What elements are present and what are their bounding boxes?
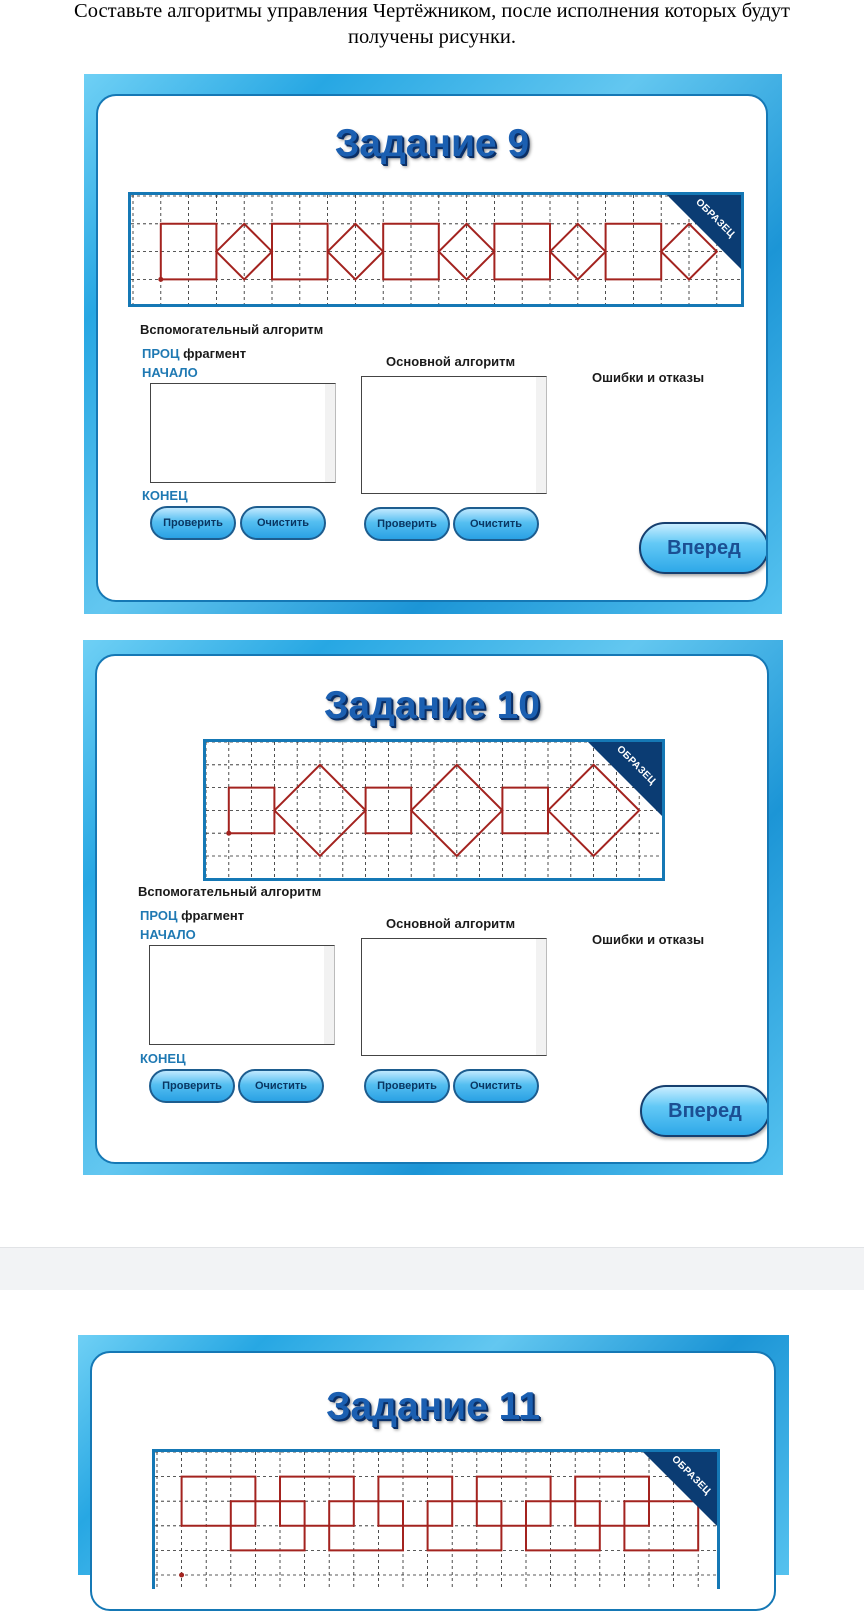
aux-check-button[interactable]: Проверить [149, 1069, 235, 1103]
aux-algorithm-editor[interactable] [150, 383, 336, 483]
main-algorithm-editor[interactable] [361, 376, 547, 494]
proc-keyword: ПРОЦ [140, 908, 178, 923]
begin-label: НАЧАЛО [142, 365, 198, 380]
task-instructions [0, 0, 864, 50]
proc-header [142, 346, 246, 361]
start-point-dot [179, 1573, 184, 1578]
proc-name: фрагмент [181, 908, 245, 923]
proc-name: фрагмент [183, 346, 247, 361]
main-algorithm-editor[interactable] [361, 938, 547, 1056]
grid-canvas [131, 195, 741, 304]
main-check-button[interactable]: Проверить [364, 507, 450, 541]
main-algorithm-heading: Основной алгоритм [386, 916, 516, 931]
sample-label: ОБРАЗЕЦ [614, 743, 658, 788]
main-clear-button[interactable]: Очистить [453, 1069, 539, 1103]
sample-drawing-grid [128, 192, 744, 307]
begin-label: НАЧАЛО [140, 927, 196, 942]
sample-drawing-grid [203, 739, 665, 881]
aux-check-button[interactable]: Проверить [150, 506, 236, 540]
sample-drawing-grid [152, 1449, 720, 1589]
proc-keyword: ПРОЦ [142, 346, 180, 361]
slide-task-10 [83, 640, 783, 1175]
aux-algorithm-heading: Вспомогательный алгоритм [140, 322, 324, 337]
start-point-dot [158, 277, 163, 282]
end-label: КОНЕЦ [142, 488, 188, 503]
sample-label: ОБРАЗЕЦ [669, 1453, 713, 1498]
aux-algorithm-heading: Вспомогательный алгоритм [138, 884, 322, 899]
page-separator [0, 1247, 864, 1290]
slide-panel [96, 94, 768, 602]
aux-algorithm-editor[interactable] [149, 945, 335, 1045]
slide-panel [95, 654, 769, 1164]
sample-corner-ribbon [588, 742, 662, 816]
instructions-line-1: Составьте алгоритмы управления Чертёжником, после исполнения которых будут [74, 0, 790, 22]
slide-title: Задание 11 [326, 1385, 540, 1428]
errors-heading: Ошибки и отказы [592, 370, 705, 385]
sample-corner-ribbon [667, 195, 741, 269]
sample-corner-ribbon [643, 1452, 717, 1526]
end-label: КОНЕЦ [140, 1051, 186, 1066]
main-clear-button[interactable]: Очистить [453, 507, 539, 541]
slide-panel [90, 1351, 776, 1611]
slide-task-11 [78, 1335, 789, 1575]
proc-header [140, 908, 244, 923]
slide-title: Задание 9 [334, 122, 530, 165]
start-point-dot [226, 831, 231, 836]
slide-task-9 [84, 74, 782, 614]
main-check-button[interactable]: Проверить [364, 1069, 450, 1103]
errors-heading: Ошибки и отказы [592, 932, 705, 947]
aux-clear-button[interactable]: Очистить [238, 1069, 324, 1103]
grid-canvas [155, 1452, 717, 1589]
main-algorithm-heading: Основной алгоритм [386, 354, 516, 369]
sample-label: ОБРАЗЕЦ [693, 196, 737, 241]
aux-clear-button[interactable]: Очистить [240, 506, 326, 540]
forward-button[interactable]: Вперед [639, 522, 768, 574]
instructions-line-2: получены рисунки. [347, 26, 517, 48]
slide-title: Задание 10 [323, 684, 540, 727]
forward-button[interactable]: Вперед [640, 1085, 769, 1137]
